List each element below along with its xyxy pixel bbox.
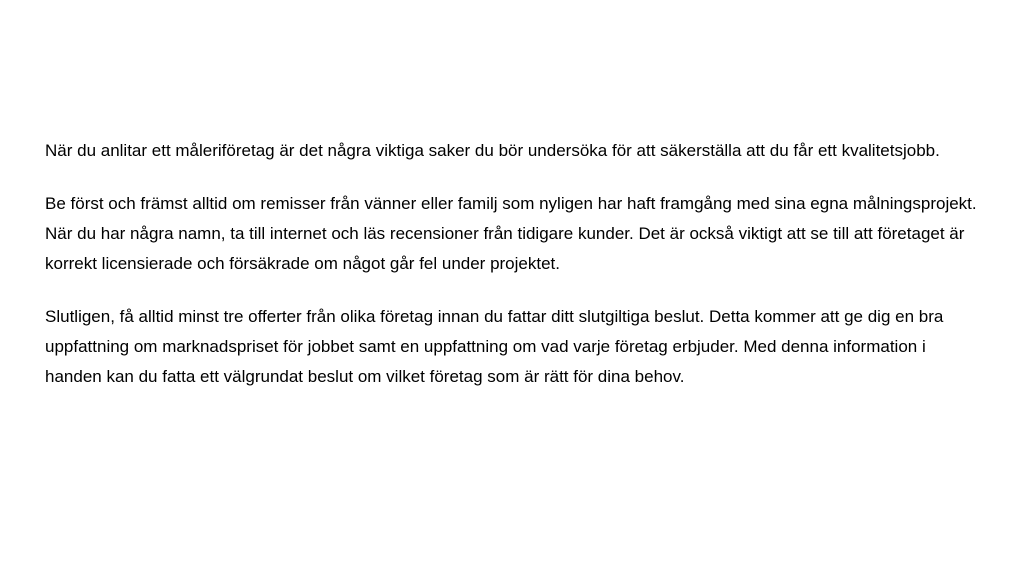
document-body	[45, 136, 980, 415]
paragraph-intro: När du anlitar ett måleriföretag är det några viktiga saker du bör undersöka för att säkerställa att du får ett kvalitetsjobb.	[45, 141, 940, 160]
paragraph-referrals: Be först och främst alltid om remisser från vänner eller familj som nyligen har haft framgång med sina egna målningsprojekt. När du har några namn, ta till internet och läs recensioner från tidigare kunder. Det är också viktigt att se till att företaget är korrekt licensierade och försäkrade om något går fel under projektet.	[45, 194, 977, 273]
paragraph-quotes: Slutligen, få alltid minst tre offerter från olika företag innan du fattar ditt slutgiltiga beslut. Detta kommer att ge dig en bra uppfattning om marknadspriset för jobbet samt en uppfattning om vad varje företag erbjuder. Med denna information i handen kan du fatta ett välgrundat beslut om vilket företag som är rätt för dina behov.	[45, 307, 944, 386]
